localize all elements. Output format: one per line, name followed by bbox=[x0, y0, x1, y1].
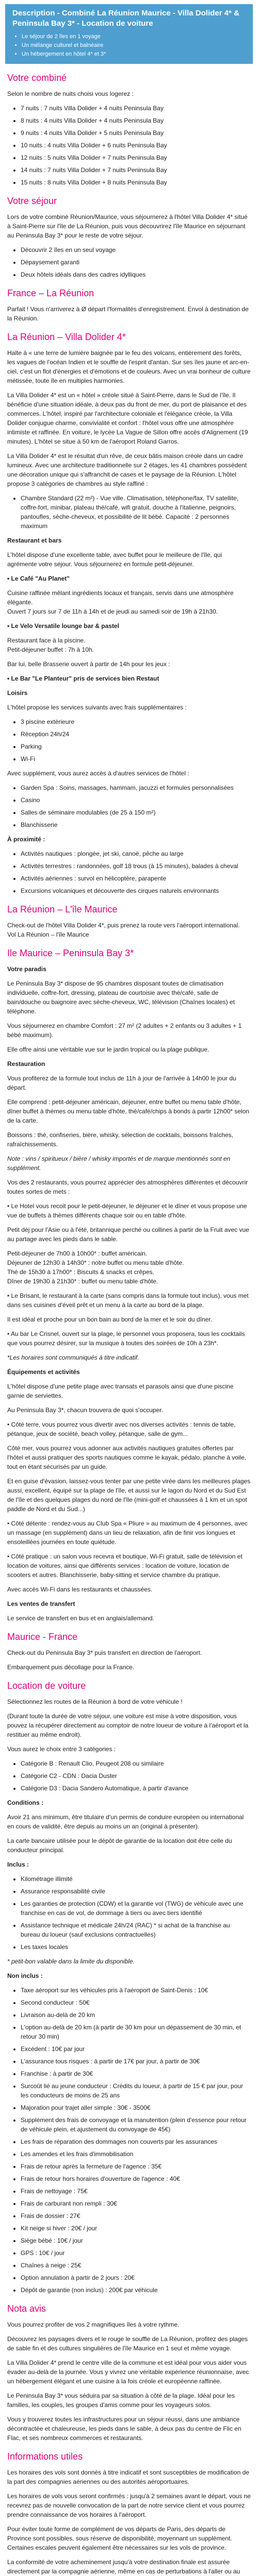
paragraph: Boissons : thé, confiseries, bière, whisky, sélection de cocktails, boissons fraîches, rafraîchissements. bbox=[7, 1131, 233, 1148]
list-item: • Les taxes locales bbox=[21, 1942, 251, 1952]
list-item: • 15 nuits : 8 nuits Villa Dolider + 8 nuits Peninsula Bay bbox=[21, 178, 251, 187]
list-item: • Wi-Fi bbox=[21, 754, 251, 764]
section-nota bbox=[7, 2302, 251, 2443]
page-header bbox=[5, 4, 253, 64]
paragraph: Le Peninsula Bay 3* dispose de 95 chambres disposant toutes de climatisation individuelle, coffre-fort, dressing, plateau de courtoisie avec thé/café, salle de bain/douche ou baignoire avec sèche-cheveux, WC, télévision (Chaînes locales) et téléphone. bbox=[7, 979, 235, 1015]
section-france bbox=[7, 286, 251, 323]
paragraph: Au Peninsula Bay 3*, chacun trouvera de quoi s'occuper. bbox=[7, 1406, 163, 1414]
paragraph: Pour éviter toute forme de complément de vos départs de Paris, des départs de Province sont possibles, sous réserve de disponibilité, moyennant un supplément. Certaines escales peuvent également être nécessaires sur les vols de province. bbox=[7, 2525, 232, 2551]
included-list bbox=[7, 1874, 251, 1952]
paragraph: Il est idéal et proche pour un bon bain au bord de la mer et le soir du dîner. bbox=[7, 1315, 212, 1323]
list-item: • Garden Spa : Soins, massages, hammam, jacuzzi et formules personnalisées bbox=[21, 783, 251, 792]
subheading: À proximité : bbox=[7, 835, 45, 843]
subheading: • Le Velo Versatile lounge bar & pastel bbox=[7, 622, 119, 630]
services-list bbox=[7, 717, 251, 764]
subheading: Conditions : bbox=[7, 1799, 43, 1806]
subheading: Les ventes de transfert bbox=[7, 1600, 75, 1607]
list-item: • Chambre Standard (22 m²) - Vue ville. Climatisation, téléphone/fax, TV satellite, coffre-fort, minibar, plateau thé/café, wifi gratuit, douche à l'italienne, peignoirs, pantoufles, sèche-cheveux, et possibilité de lit bébé. Capacité : 2 personnes maximum bbox=[21, 494, 251, 531]
section-info bbox=[7, 2450, 251, 2576]
subheading: • Le Café "Au Planet" bbox=[7, 574, 70, 582]
subheading: Restauration bbox=[7, 1060, 45, 1067]
subheading: Équipements et activités bbox=[7, 1368, 80, 1376]
paragraph: Avec accès Wi-Fi dans les restaurants et chaussées. bbox=[7, 1585, 153, 1593]
list-item: • Excédent : 10€ par jour bbox=[21, 2044, 251, 2054]
section-heading: Location de voiture bbox=[7, 1680, 86, 1691]
paragraph: Halte à « une terre de lumière baignée par le feu des volcans, entièrement des forêts, les vagues de l'océan Indien et le souffle de l'esprit d'antan. Sur ses îles jaune et arc-en-ciel, c'est un flot d'énergies et d'émotions et de couleurs. Avec un vrai bonheur de culture métissée, toute île en multiples harmonies. bbox=[7, 349, 251, 384]
paragraph: Et en guise d'évasion, laissez-vous tenter par une petite virée dans les meilleures plages aussi, excellent, équipé sur la plage de l'île, et aussi sur le lagon du Nord et du Sud Est de l'île et des quelques plages du nord de l'île (mini-golf et chaussées à 1 km et un spot paddle de Nord et du Sud...) bbox=[7, 1477, 251, 1513]
list-item: • Assurance responsabilité civile bbox=[21, 1887, 251, 1896]
list-item: • Activités aériennes : survol en hélicoptère, parapente bbox=[21, 874, 251, 883]
paragraph: L'hôtel dispose d'une petite plage avec transats et parasols ainsi que d'une piscine garnie de serviettes. bbox=[7, 1382, 234, 1399]
section-villa bbox=[7, 330, 251, 895]
paragraph: Le Peninsula Bay 3* vous séduira par sa situation à côté de la plage. Idéal pour les familles, les couples, les groupes d'amis comme pour les voyageurs solos. bbox=[7, 2392, 235, 2409]
opening-hours: Petit-déjeuner de 7h00 à 10h00* : buffet américain. Déjeuner de 12h30 à 14h30* : notre buffet ou menu table d'hôte. Thé de 15h30 à 17h00* : Biscuits & snacks et crêpes. Dîner de 19h30 à 21h30* : buffet ou menu table d'hôte. bbox=[7, 1249, 184, 1285]
nearby-list bbox=[7, 849, 251, 895]
list-item: • Taxe aéroport sur les véhicules pris à l'aéroport de Saint-Denis : 10€ bbox=[21, 1986, 251, 1995]
header-bullet: • Un mélange culturel et balnéaire bbox=[22, 41, 246, 50]
paragraph: *Les horaires sont communiqués à titre indicatif. bbox=[7, 1353, 139, 1361]
section-heading: France – La Réunion bbox=[7, 287, 94, 298]
list-item: • Franchise : à partir de 30€ bbox=[21, 2069, 251, 2078]
section-heading: La Réunion – L'île Maurice bbox=[7, 904, 118, 914]
list-item: • Les frais de réparation des dommages non couverts par les assurances bbox=[21, 2137, 251, 2146]
list-item: • 7 nuits : 7 nuits Villa Dolider + 4 nuits Peninsula Bay bbox=[21, 104, 251, 113]
sejour-list bbox=[7, 245, 251, 279]
section-heading: Nota avis bbox=[7, 2303, 46, 2314]
list-item: • Activités terrestres : randonnées, golf 18 trous (à 15 minutes), balades à cheval bbox=[21, 861, 251, 871]
paragraph: La Villa Dolider 4* prend le centre ville de la commune et est idéal pour vous aider vous évader au-delà de la journée. Vous y vivrez une véritable expérience réunionnaise, avec un hébergement élégant et une cuisine à la fois créole et européenne raffinée. bbox=[7, 2359, 249, 2385]
paragraph: L'hôtel propose les services suivants avec frais supplémentaires : bbox=[7, 703, 187, 711]
list-item: • 14 nuits : 7 nuits Villa Dolider + 7 nuits Peninsula Bay bbox=[21, 165, 251, 175]
list-item: • L'assurance tous risques : à partir de 17€ par jour, à partir de 30€ bbox=[21, 2057, 251, 2066]
paragraph: Vous aurez le choix entre 3 catégories : bbox=[7, 1745, 116, 1753]
paragraph: La carte bancaire utilisée pour le dépôt de garantie de la location doit être celle du conducteur principal. bbox=[7, 1837, 232, 1854]
paragraph: Avoir 21 ans minimum, être titulaire d'un permis de conduire européen ou international en cours de validité, être depuis au moins un an (original à présenter). bbox=[7, 1813, 244, 1830]
list-item: • Assistance technique et médicale 24h/24 (RAC) * si achat de la franchise au bureau du loueur (sauf exclusions contractuelles) bbox=[21, 1921, 251, 1939]
paragraph: Note : vins / spiritueux / bière / whisky importés et de marque mentionnés sont en supplément. bbox=[7, 1155, 231, 1172]
paragraph: Vous profiterez de la formule tout inclus de 11h à jour de l'arrivée à 14h00 le jour du départ. bbox=[7, 1074, 236, 1091]
paragraph: Découvrez les paysages divers et le rouge le souffle de La Réunion, profitez des plages de sable fin et des cultures singulières de l'île Maurice en 1 seul et même voyage. bbox=[7, 2335, 248, 2352]
list-item: • Frais de carburant non rempli : 30€ bbox=[21, 2199, 251, 2208]
list-item: • Salles de séminaire modulables (de 25 à 150 m²) bbox=[21, 808, 251, 817]
list-item: • Blanchisserie bbox=[21, 820, 251, 829]
list-item: • Dépaysement garanti bbox=[21, 258, 251, 267]
section-sejour bbox=[7, 194, 251, 279]
header-bullets bbox=[12, 32, 246, 59]
paragraph: Côté mer, vous pourrez vous adonner aux activités nautiques gratuites offertes par l'hôtel et aussi pratiquer des sports nautiques comme le kayak, pédalo, planche à voile, tout en étant sécurisés par un guide. bbox=[7, 1444, 247, 1470]
paragraph: La conformité de votre acheminement jusqu'à votre destination finale est assurée directement par la compagnie aérienne, même en cas de perturbations à l'aller ou au bbox=[7, 2558, 240, 2575]
list-item: • Kilométrage illimité bbox=[21, 1874, 251, 1884]
list-item: • Frais de retour hors horaires d'ouverture de l'agence : 40€ bbox=[21, 2174, 251, 2183]
list-item: • Parking bbox=[21, 742, 251, 751]
combine-intro: Selon le nombre de nuits choisi vous logerez : bbox=[7, 90, 134, 97]
not-included-list bbox=[7, 1986, 251, 2295]
section-location bbox=[7, 1679, 251, 2295]
paragraph: Bar lui, belle Brasserie ouvert à partir de 14h pour les jeux : bbox=[7, 660, 170, 668]
list-item: • GPS : 10€ / jour bbox=[21, 2248, 251, 2258]
paragraph: • Côté terre, vous pourrez vous divertir avec nos diverses activités : tennis de table, pétanque, jeux de société, beach volley, pétanque, salle de gym... bbox=[7, 1420, 236, 1437]
subheading: Restaurant et bars bbox=[7, 536, 62, 544]
paragraph: • Au bar Le Crisnel, ouvert sur la plage, le personnel vous proposera, tous les cocktails que vous pourrez désirer, sur la musique à toutes des soirées de 10h à 23h*. bbox=[7, 1330, 245, 1347]
list-item: • 10 nuits : 4 nuits Villa Dolider + 6 nuits Peninsula Bay bbox=[21, 141, 251, 150]
list-item: • Activités nautiques : plongée, jet ski, canoë, pêche au large bbox=[21, 849, 251, 858]
section-heading: Ile Maurice – Peninsula Bay 3* bbox=[7, 947, 134, 958]
paragraph: (Durant toute la durée de votre séjour, une voiture est mise à votre disposition, vous pouvez la récupérer directement au comptoir de notre loueur de voiture à l'aéroport et la restituer au même endroit). bbox=[7, 1712, 249, 1738]
paragraph: Check-out de l'hôtel Villa Dolider 4*, puis prenez la route vers l'aéroport international. Vol La Réunion – l'île Maurice bbox=[7, 921, 240, 938]
paragraph: Les horaires des vols sont donnés à titre indicatif et sont susceptibles de modification de la part des compagnies aériennes ou des autorités aéroportuaires. bbox=[7, 2468, 249, 2485]
paragraph: • Le Hotel vous recoit pour le petit-déjeuner, le déjeuner et le dîner et vous propose une vue de buffets à thèmes différents chaque soir ou en table d'hôte. bbox=[7, 1202, 247, 1219]
paragraph: • Côté détente : rendez-vous au Club Spa « Pliure » au maximum de 4 personnes, avec un massage (en supplément) dans un lieu de relaxation, afin de finir vos longues et ensoleillées journées en toute quiétude. bbox=[7, 1519, 248, 1546]
paragraph: • Côté pratique : un salon vous recevra et boutique, Wi-Fi gratuit, salle de télévision et location de voitures, ainsi que différents services : location de voiture, location de scooters et autres. Blanchisserie, baby-sitting et service chambre du pratique. bbox=[7, 1552, 243, 1579]
list-item: • L'option au-delà de 20 km (à partir de 30 km pour un dépassement de 30 min, et retour 30 min) bbox=[21, 2023, 251, 2041]
list-item: • Supplément des frais de convoyage et la manutention (plein d'essence pour retour de véhicule plein, et ajustement du convoyage de 45€) bbox=[21, 2115, 251, 2134]
section-heading: Votre combiné bbox=[7, 72, 67, 83]
list-item: • 12 nuits : 5 nuits Villa Dolider + 7 nuits Peninsula Bay bbox=[21, 153, 251, 162]
subheading: Non inclus : bbox=[7, 1972, 43, 1979]
paragraph: L'hôtel dispose d'une excellente table, avec buffet pour le meilleure de l'île, qui agrémente votre séjour. Vous séjournerez en formule petit-déjeuner. bbox=[7, 551, 222, 568]
section-heading: Maurice - France bbox=[7, 1631, 78, 1642]
list-item: • Siège bébé : 10€ / jour bbox=[21, 2236, 251, 2245]
list-item: • Chaînes à neige : 25€ bbox=[21, 2261, 251, 2270]
section-heading: Votre séjour bbox=[7, 195, 57, 206]
list-item: • Majoration pour trajet aller simple : 30€ - 3500€ bbox=[21, 2103, 251, 2112]
list-item: • Livraison au-delà de 20 km bbox=[21, 2010, 251, 2020]
list-item: • Casino bbox=[21, 795, 251, 805]
list-item: • Catégorie D3 : Dacia Sandero Automatique, à partir d'avance bbox=[21, 1784, 251, 1793]
list-item: • Catégorie C2 - CDN : Dacia Duster bbox=[21, 1771, 251, 1781]
paragraph: Elle comprend : petit-déjeuner américain, déjeuner, entre buffet ou menu table d'hôte, dîner buffet à thèmes ou menu table d'hôte, thé/café/chips à bonds à partir 12h00* selon de la carte. bbox=[7, 1098, 250, 1124]
combine-options bbox=[7, 104, 251, 187]
list-item: • Surcoût lié au jeune conducteur : Crédits du loueur, à partir de 15 € par jour, pour les conducteurs de moins de 25 ans bbox=[21, 2081, 251, 2100]
paragraph: La Villa Dolider 4* est le résultat d'un rêve, de ceux bâtis maison créole dans un cadre lumineux. Avec une architecture traditionnelle sur 2 étages, les 41 chambres possèdent une décoration unique qui s'affranchit de cases et le paysage de la Réunion. L'hôtel propose 3 catégories de chambres au style raffiné : bbox=[7, 452, 247, 487]
list-item: • 8 nuits : 4 nuits Villa Dolider + 4 nuits Peninsula Bay bbox=[21, 116, 251, 125]
paragraph: Elle offre ainsi une véritable vue sur le jardin tropical ou la plage publique. bbox=[7, 1045, 209, 1053]
paragraph: * petit-bon valable dans la limite du disponible. bbox=[7, 1957, 135, 1965]
extra-services-list bbox=[7, 783, 251, 829]
list-item: • Les amendes et les frais d'immobilisation bbox=[21, 2149, 251, 2159]
list-item: • Réception 24h/24 bbox=[21, 730, 251, 739]
subheading: Loisirs bbox=[7, 689, 28, 697]
paragraph: Vos des 2 restaurants, vous pourrez apprécier des atmosphères différentes et découvrir toutes sortes de mets : bbox=[7, 1178, 248, 1195]
section-heading: Informations utiles bbox=[7, 2451, 83, 2462]
paragraph: Cuisine raffinée mêlant ingrédients locaux et français, servis dans une atmosphère élégante. Ouvert 7 jours sur 7 de 11h à 14h et de jeudi au samedi soir de 19h à 21h30. bbox=[7, 589, 234, 615]
paragraph: Restaurant face à la piscine. Petit-déjeuner buffet : 7h à 10h. bbox=[7, 636, 94, 653]
room-list bbox=[7, 494, 251, 531]
list-item: • Frais de nettoyage : 75€ bbox=[21, 2187, 251, 2196]
paragraph: Les horaires de vols vous seront confirmés : jusqu'à 2 semaines avant le départ, vous ne recevrez pas de nouvelle convocation de la part de notre service client et vous pourrez prendre connaissance de vos horaires à l'aéroport. bbox=[7, 2492, 251, 2518]
page-title: Description - Combiné La Réunion Maurice - Villa Dolider 4* & Peninsula Bay 3* - Location de voiture bbox=[12, 9, 239, 28]
list-item: • Les garanties de protection (CDW) et la garantie vol (TWG) de véhicule avec une franchise en cas de vol, de dommage à tiers ou avec tiers identifié bbox=[21, 1899, 251, 1918]
paragraph: • Le Brisant, le restaurant à la carte (sans compris dans la formule tout inclus), vous met dans ses cuisines d'éveil prêt et un menu à la carte au bord de la plage. bbox=[7, 1292, 249, 1309]
list-item: • Kit neige si hiver : 20€ / jour bbox=[21, 2224, 251, 2233]
paragraph: Embarquement puis décollage pour la France. bbox=[7, 1663, 135, 1671]
paragraph: Parfait ! Vous n'arriverez à Ø départ l'formalités d'enregistrement. Envol à destination de la Réunion. bbox=[7, 305, 249, 322]
section-maurice bbox=[7, 903, 251, 939]
list-item: • 9 nuits : 4 nuits Villa Dolider + 5 nuits Peninsula Bay bbox=[21, 128, 251, 138]
subheading: Votre paradis bbox=[7, 965, 46, 973]
subheading: • Le Bar "Le Planteur" pris de services bien Restaut bbox=[7, 674, 159, 682]
section-peninsula bbox=[7, 946, 251, 1623]
list-item: • Catégorie B : Renault Clio, Peugeot 208 ou similaire bbox=[21, 1759, 251, 1768]
list-item: • Second conducteur : 50€ bbox=[21, 1998, 251, 2007]
list-item: • Excursions volcaniques et découverte des cirques naturels environnants bbox=[21, 886, 251, 895]
paragraph: Vous y trouverez toutes les infrastructures pour un séjour réussi, dans une ambiance décontractée et chaleureuse, les pieds dans le sable, à deux pas du centre de Flic en Flac, et ses nombreux commerces et restaurants. bbox=[7, 2415, 241, 2442]
header-bullet: • Le séjour de 2 îles en 1 voyage bbox=[22, 32, 246, 41]
subheading: Inclus : bbox=[7, 1860, 29, 1868]
header-bullet: • Un hébergement en hôtel 4* et 3* bbox=[22, 50, 246, 59]
list-item: • Frais de dossier : 27€ bbox=[21, 2211, 251, 2221]
paragraph: La Villa Dolider 4* est un « hôtel » créole situé à Saint-Pierre, dans le Sud de l'île. Il bénéficie d'une situation idéale, à deux pas du front de mer, du port de plaisance et des commerces. L'hôtel, inspiré par l'architecture coloniale et l'élégance créole, la Villa Dolider conjugue charme, convivialité et confort : l'hôtel vous offre une atmosphère intimiste et raffinée. En voiture, le lycée La Vague de Sillon offre accès d'Alignement (19 minutes). L'hôtel se situe à 50 km de l'aéroport Roland Garros. bbox=[7, 391, 248, 445]
paragraph: Avec supplément, vous aurez accès à d'autres services de l'hôtel : bbox=[7, 769, 189, 777]
list-item: • 3 piscine extérieure bbox=[21, 717, 251, 726]
paragraph: Vous séjournerez en chambre Comfort : 27 m² (2 adultes + 2 enfants ou 3 adultes + 1 bébé maximum). bbox=[7, 1022, 242, 1039]
section-heading: La Réunion – Villa Dolider 4* bbox=[7, 331, 126, 342]
paragraph: Check-out du Peninsula Bay 3* puis transfert en direction de l'aéroport. bbox=[7, 1649, 202, 1656]
section-combine bbox=[7, 71, 251, 187]
paragraph: Sélectionnez les routes de la Réunion à bord de votre véhicule ! bbox=[7, 1698, 183, 1705]
list-item: • Deux hôtels idéals dans des cadres idylliques bbox=[21, 270, 251, 279]
list-item: • Dépôt de garantie (non inclus) : 200€ par véhicule bbox=[21, 2285, 251, 2295]
paragraph: Lors de votre combiné Réunion/Maurice, vous séjournerez à l'hôtel Villa Dolider 4* situé à Saint-Pierre sur l'île de La Réunion, puis vous découvrirez l'île Maurice en séjournant au Peninsula Bay 3* pour le reste de votre séjour. bbox=[7, 213, 248, 239]
paragraph: Le service de transfert en bus et en anglais/allemand. bbox=[7, 1614, 154, 1622]
section-maurice-france bbox=[7, 1630, 251, 1672]
car-categories bbox=[7, 1759, 251, 1793]
list-item: • Option annulation à partir de 2 jours : 20€ bbox=[21, 2273, 251, 2282]
list-item: • Découvrir 2 îles en un seul voyage bbox=[21, 245, 251, 255]
list-item: • Frais de retour après la fermeture de l'agence : 35€ bbox=[21, 2162, 251, 2171]
paragraph: Petit déj pour l'Asie ou à l'été, britannique perché ou collines à partir de la Fruit avec vue au partage avec les pieds dans le sable. bbox=[7, 1226, 249, 1243]
paragraph: Vous pourrez profiter de vos 2 magnifiques îles à votre rythme. bbox=[7, 2320, 180, 2328]
